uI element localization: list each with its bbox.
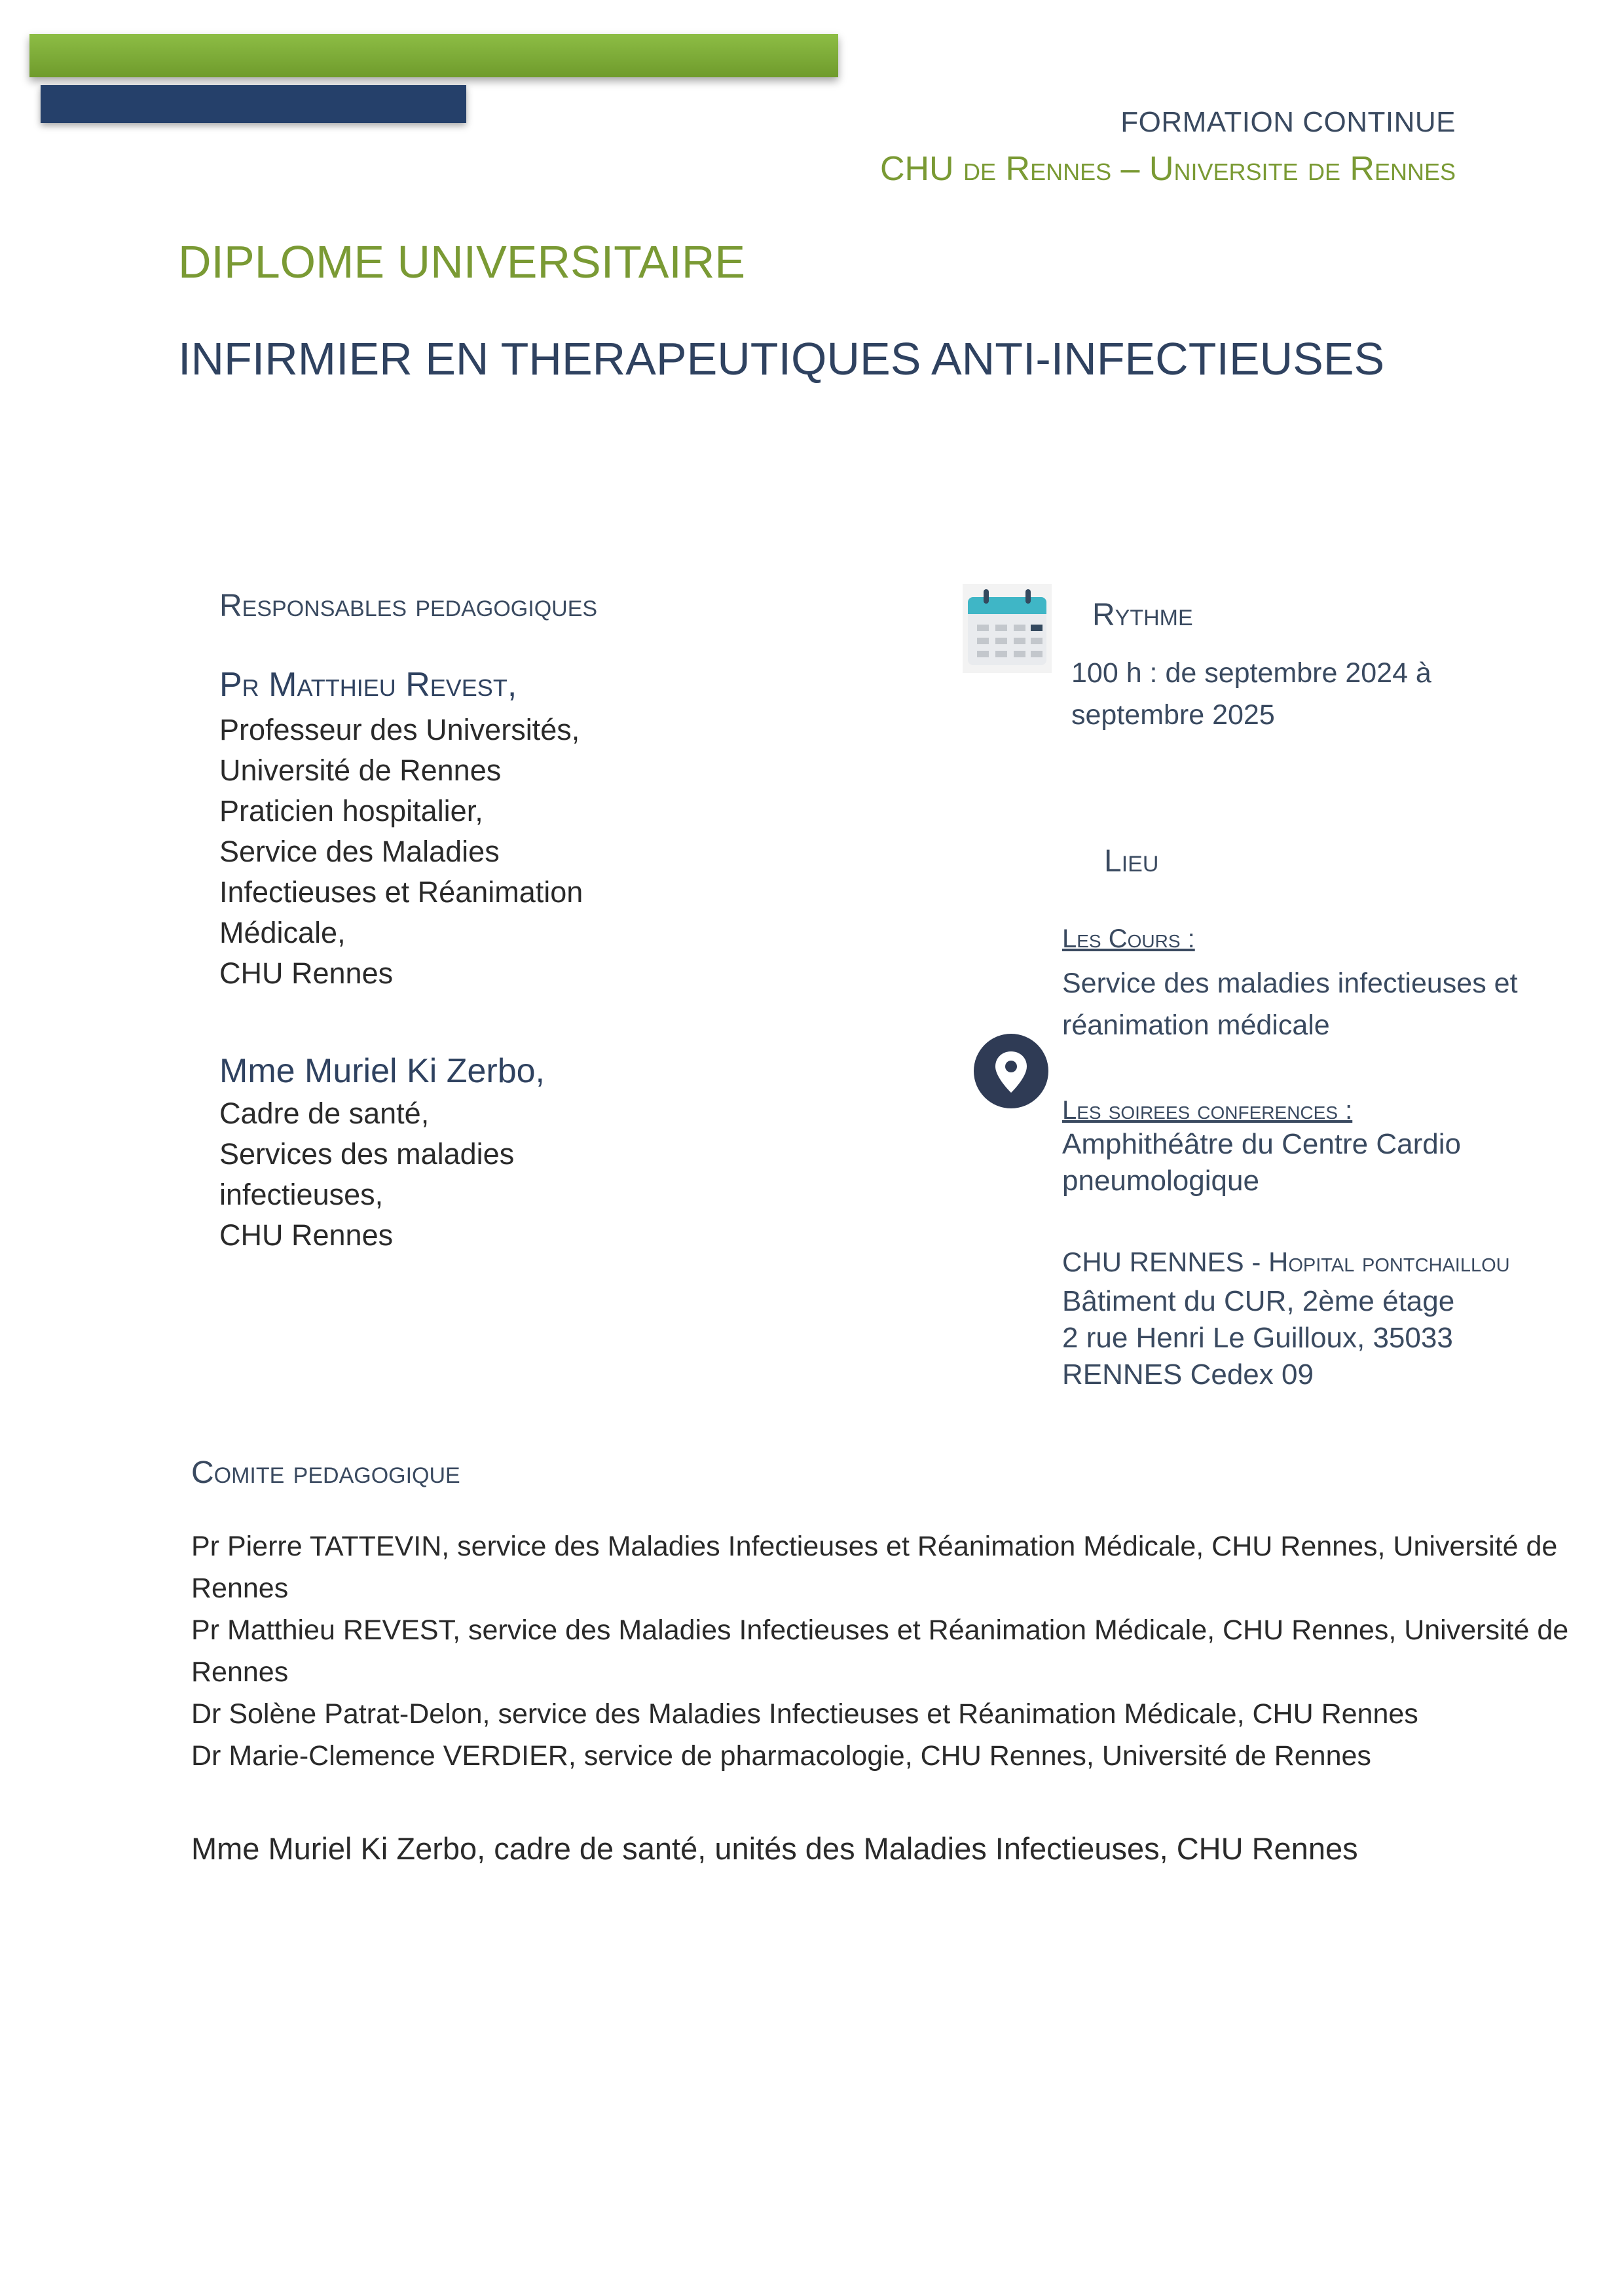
person2-line: infectieuses, (219, 1178, 384, 1211)
address-line: 2 rue Henri Le Guilloux, 35033 (1062, 1322, 1453, 1354)
comite-member: Dr Solène Patrat-Delon, service des Maladies Infectieuses et Réanimation Médicale, CHU Rennes (191, 1698, 1418, 1730)
soirees-details (1062, 1126, 1461, 1199)
map-pin-icon (973, 1033, 1049, 1109)
person2-details (219, 1093, 514, 1256)
comite-list (191, 1525, 1624, 1777)
comite-heading: Comite pedagogique (191, 1455, 460, 1490)
rythme-heading: Rythme (1092, 598, 1193, 632)
cours-line: Service des maladies infectieuses et (1062, 968, 1518, 999)
rythme-line: 100 h : de septembre 2024 à (1071, 657, 1431, 689)
lieu-heading: Lieu (1104, 844, 1159, 879)
hospital-label: CHU RENNES - Hopital pontchaillou (1062, 1247, 1510, 1277)
address-block (1062, 1283, 1454, 1393)
header-navy-bar (41, 85, 466, 123)
rythme-details (1071, 652, 1431, 736)
person1-name: Pr Matthieu Revest, (219, 666, 517, 704)
calendar-icon (960, 581, 1054, 676)
person1-line: Infectieuses et Réanimation (219, 875, 583, 909)
person1-line: Professeur des Universités, (219, 713, 580, 746)
person2-line: CHU Rennes (219, 1218, 394, 1252)
soirees-label: Les soirees conferences : (1062, 1096, 1353, 1125)
comite-member: Pr Matthieu REVEST, service des Maladies Infectieuses et Réanimation Médicale, CHU Rennes, Université de Rennes (191, 1614, 1569, 1688)
person1-line: Service des Maladies (219, 835, 500, 868)
address-line: Bâtiment du CUR, 2ème étage (1062, 1285, 1455, 1317)
person2-line: Cadre de santé, (219, 1097, 430, 1130)
cours-label: Les Cours : (1062, 924, 1195, 953)
responsables-heading: Responsables pedagogiques (219, 589, 598, 623)
cours-details (1062, 962, 1518, 1046)
person1-line: Praticien hospitalier, (219, 794, 483, 828)
institution-label: CHU de Rennes – Universite de Rennes (879, 150, 1456, 188)
comite-member: Dr Marie-Clemence VERDIER, service de pharmacologie, CHU Rennes, Université de Rennes (191, 1740, 1371, 1772)
comite-member-last: Mme Muriel Ki Zerbo, cadre de santé, unités des Maladies Infectieuses, CHU Rennes (191, 1831, 1358, 1866)
person1-line: Médicale, (219, 916, 346, 949)
diploma-kicker: DIPLOME UNIVERSITAIRE (178, 236, 746, 287)
person2-name: Mme Muriel Ki Zerbo, (219, 1052, 545, 1090)
soirees-line: pneumologique (1062, 1165, 1259, 1197)
header-green-bar (29, 34, 838, 77)
person1-line: CHU Rennes (219, 957, 394, 990)
soirees-line: Amphithéâtre du Centre Cardio (1062, 1128, 1461, 1160)
page-title: INFIRMIER EN THERAPEUTIQUES ANTI-INFECTIEUSES (178, 333, 1385, 384)
address-line: RENNES Cedex 09 (1062, 1358, 1314, 1391)
person1-line: Université de Rennes (219, 754, 502, 787)
comite-member: Pr Pierre TATTEVIN, service des Maladies Infectieuses et Réanimation Médicale, CHU Rennes, Université de Rennes (191, 1531, 1558, 1604)
person2-line: Services des maladies (219, 1137, 515, 1171)
cours-line: réanimation médicale (1062, 1010, 1330, 1041)
formation-continue-label: FORMATION CONTINUE (1120, 106, 1456, 138)
rythme-line: septembre 2025 (1071, 699, 1275, 731)
person1-details (219, 710, 583, 994)
